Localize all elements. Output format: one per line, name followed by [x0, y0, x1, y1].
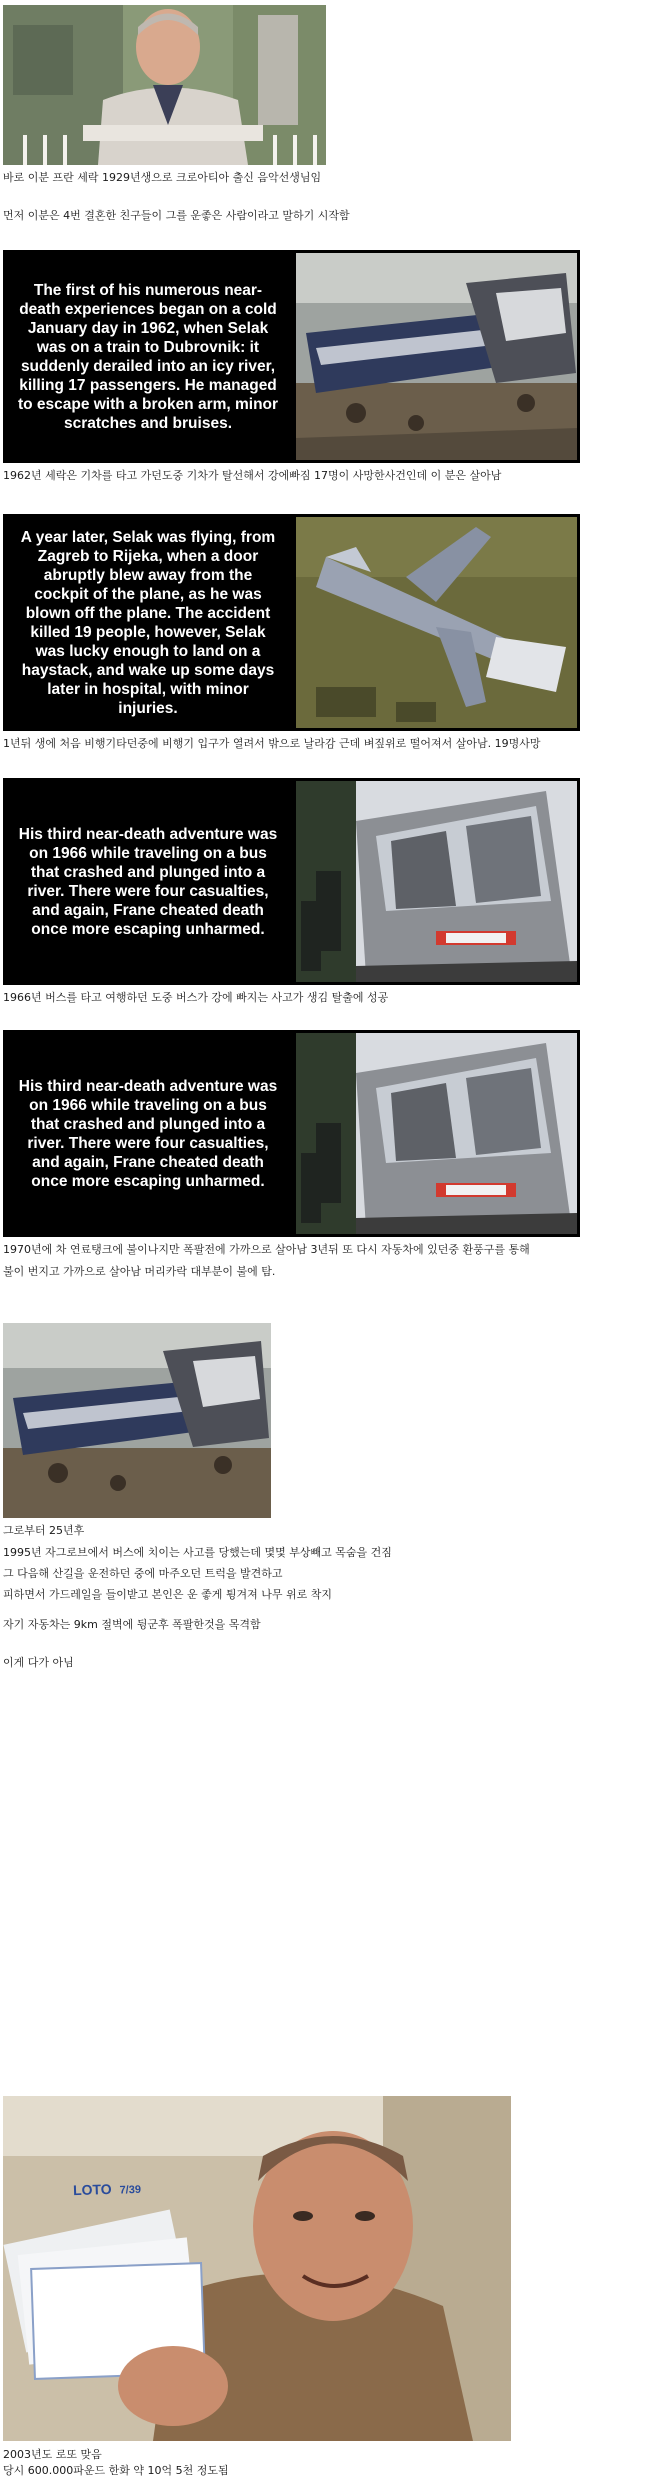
panel-train-text: The first of his numerous near-death experiences began on a cold January day in 1962, when Selak was on a train to Dubrovnik: it suddenly derailed into an icy river, killing 17 passengers. He managed to escape with a broken arm, minor scratches and bruises.	[17, 281, 279, 432]
caption-bus: 1966년 버스를 타고 여행하던 도중 버스가 강에 빠지는 사고가 생김 탈출에 성공	[3, 991, 389, 1004]
caption-lucky: 먼저 이분은 4번 결혼한 친구들이 그를 운좋은 사람이라고 말하기 시작함	[3, 209, 350, 222]
bus-crash-image	[296, 781, 577, 982]
train-wreck-image	[296, 253, 577, 460]
caption-train: 1962년 세락은 기차를 타고 가던도중 기차가 탈선해서 강에빠짐 17명이 사망한사건인데 이 분은 살아남	[3, 469, 502, 482]
photo-lottery-winner	[3, 2096, 511, 2441]
panel-bus-2-text: His third near-death adventure was on 1966 while traveling on a bus that crashed and plunged into a river. There were four casualties, and again, Frane cheated death once more escaping unharmed.	[18, 1077, 278, 1190]
caption-truck: 그 다음해 산길을 운전하던 중에 마주오던 트럭을 발견하고	[3, 1567, 283, 1580]
caption-25-years: 그로부터 25년후	[3, 1524, 85, 1537]
bus-crash-image-repeat	[296, 1033, 577, 1234]
panel-bus-1	[3, 778, 580, 985]
caption-bus-1995: 1995년 자그로브에서 버스에 치이는 사고를 당했는데 몇몇 부상빼고 목숨을 건짐	[3, 1546, 392, 1559]
panel-train	[3, 250, 580, 463]
photo-train-wreck	[3, 1323, 271, 1518]
caption-car-fire-1: 1970년에 차 연료탱크에 불이나지만 폭팔전에 가까으로 살아남 3년뒤 또 다시 자동차에 있던중 환풍구를 통해	[3, 1243, 530, 1256]
plane-crash-image	[296, 517, 577, 728]
caption-guardrail: 피하면서 가드레일을 들이받고 본인은 운 좋게 튕겨져 나무 위로 착지	[3, 1588, 332, 1601]
panel-plane-text: A year later, Selak was flying, from Zagreb to Rijeka, when a door abruptly blew away from the cockpit of the plane, as he was blown off the plane. The accident killed 19 people, however, Selak was lucky enough to land on a haystack, and wake up some days later in hospital, with minor injuries.	[20, 528, 276, 717]
caption-car-fire-2: 불이 번지고 가까으로 살아남 머리카락 대부분이 불에 탐.	[3, 1265, 276, 1278]
caption-cliff: 자기 자동차는 9km 절벽에 뒹군후 폭팔한것을 목격함	[3, 1618, 261, 1631]
caption-amount: 당시 600.000파운드 한화 약 10억 5천 정도됨	[3, 2464, 229, 2477]
caption-not-all: 이게 다가 아님	[3, 1656, 74, 1669]
caption-intro: 바로 이분 프란 세락 1929년생으로 크로아티아 출신 음악선생님임	[3, 171, 322, 184]
caption-plane: 1년뒤 생에 처음 비행기타던중에 비행기 입구가 열려서 밖으로 날라감 근데 벼짚위로 떨어져서 살아남. 19명사망	[3, 737, 541, 750]
lottery-ticket-label	[73, 2180, 141, 2198]
panel-bus-2	[3, 1030, 580, 1237]
photo-man-portrait	[3, 5, 326, 165]
caption-lotto: 2003년도 로또 맞음	[3, 2448, 102, 2461]
lottery-number: 7/39	[119, 2183, 142, 2197]
panel-bus-1-text: His third near-death adventure was on 1966 while traveling on a bus that crashed and plunged into a river. There were four casualties, and again, Frane cheated death once more escaping unharmed.	[18, 825, 278, 938]
lottery-brand: LOTO	[72, 2180, 112, 2199]
panel-plane	[3, 514, 580, 731]
